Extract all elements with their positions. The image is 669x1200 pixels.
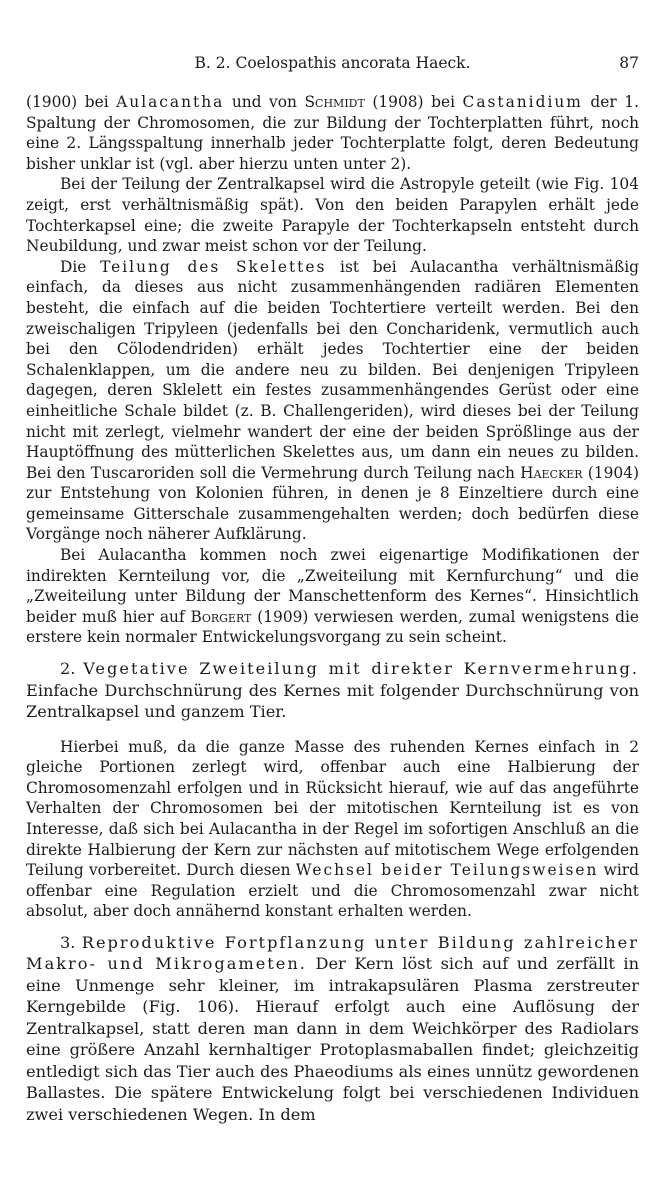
author-name: Schmidt [304,93,365,111]
text-run: wird offenbar eine Regulation erzielt und die Chromosomenzahl zwar nicht absolut, aber doch annähernd konstant erhalten werden. [26,861,639,921]
text-run: Bei Aulacantha kommen noch zwei eigenartige Modifikationen der indirekten Kernteilung vor, die „Zweiteilung mit Kernfurchung“ und die „Zweiteilung unter Bildung der Manschettenform des Kernes“. Hinsichtlich beider muß hier auf [26,546,639,626]
spaced-emphasis: Castanidium [462,93,583,111]
paragraph [26,658,639,723]
text-run: der 1. Spaltung der Chromosomen, die zur Bildung der Tochterplatten führt, noch eine 2. Längsspaltung innerhalb jeder Tochterplatte folgt, deren Bedeutung bisher unklar ist (vgl. aber hierzu unten unter 2). [26,93,639,173]
text-run: (1900) bei [26,93,117,111]
paragraph [26,257,639,545]
text-run: Bei der Teilung der Zentralkapsel wird die Astropyle geteilt (wie Fig. 104 zeigt, erst verhältnismäßig spät). Von den beiden Parapylen erhält jede Tochterkapsel eine; die zweite Parapyle der Tochterkapseln entsteht durch Neubildung, und zwar meist schon vor der Teilung. [26,175,639,256]
paragraph [26,174,639,256]
text-run: Die [60,257,101,276]
text-run: ist bei Aulacantha verhältnismäßig einfach, da dieses aus nicht zusammenhängenden radiären Elementen besteht, die einfach auf die beiden Tochtertiere verteilt werden. Bei den zweischaligen Tripyleen (jedenfalls bei den Concharidenk, vermutlich auch bei den Cölodendriden) erhält jedes Tochtertier eine der beiden Schalenklappen, um die andere neu zu bilden. Bei denjenigen Tripyleen dagegen, deren Sklelett ein festes zusammenhängendes Gerüst oder eine einheitliche Schale bildet (z. B. Challengeriden), wird dieses bei der Teilung nicht mit zerlegt, vielmehr wandert der eine der beiden Sprößlinge aus der Hauptöffnung des mütterlichen Skelettes aus, um dann ein neues zu bilden. Bei den Tuscaroriden soll die Vermehrung durch Teilung nach [26,257,640,482]
running-title: B. 2. Coelospathis ancorata Haeck. [194,54,471,72]
spaced-emphasis: Teilung des Skelettes [100,257,327,276]
running-header [26,52,639,78]
paragraph [26,932,639,1126]
text-run: (1908) bei [364,93,463,111]
paragraph [26,737,639,922]
author-name: Borgert [190,607,252,626]
paragraph [26,92,639,174]
text-run: 3. [60,932,82,952]
text-run: Einfache Durchschnürung des Kernes mit folgender Durchschnürung von Zentralkapsel und ganzem Tier. [26,680,639,722]
spaced-emphasis: Vegetative Zweiteilung mit direkter Kernvermehrung. [83,659,640,679]
body-text [26,92,639,1125]
text-run: (1909) verwiesen werden, zumal wenigstens die erstere kein normaler Entwickelungsvorgang zu sein scheint. [26,607,639,647]
spaced-emphasis: Wechsel beider Teilungsweisen [295,861,599,880]
spaced-emphasis: Aulacantha [116,93,225,111]
text-run: Der Kern löst sich auf und zerfällt in eine Unmenge sehr kleiner, im intrakapsulären Plasma zerstreuter Kerngebilde (Fig. 106). Hierauf erfolgt auch eine Auflösung der Zentralkapsel, statt deren man dann in dem Weichkörper des Radiolars eine größere Anzahl kernhaltiger Protoplasmaballen findet; gleichzeitig entledigt sich das Tier auch des Phaeodiums als eines unnütz gewordenen Ballastes. Die spätere Entwickelung folgt bei verschiedenen Individuen zwei verschiedenen Wegen. In dem [26,954,639,1124]
paragraph [26,545,639,648]
text-run: (1904) zur Entstehung von Kolonien führen, in denen je 8 Einzeltiere durch eine gemeinsame Gitterschale zusammengehalten werden; doch bedürfen diese Vorgänge noch näherer Aufklärung. [26,463,639,544]
page-number: 87 [619,54,639,72]
spaced-emphasis: Reproduktive Fortpflanzung unter Bildung zahlreicher Makro- und Mikrogameten. [26,932,639,974]
text-run: 2. [60,659,84,679]
text-run: und von [224,93,305,111]
text-run: Hierbei muß, da die ganze Masse des ruhenden Kernes einfach in 2 gleiche Portionen zerlegt wird, offenbar auch eine Halbierung der Chromosomenzahl erfolgen und in Rücksicht hierauf, wie auf das angeführte Verhalten der Chromosomen bei der mitotischen Kernteilung ist es von Interesse, daß sich bei Aulacantha in der Regel im sofortigen Anschluß an die direkte Halbierung der Kern zur nächsten auf mitotischem Wege erfolgenden Teilung vorbereitet. Durch diesen [26,737,639,880]
author-name: Haecker [520,463,583,482]
